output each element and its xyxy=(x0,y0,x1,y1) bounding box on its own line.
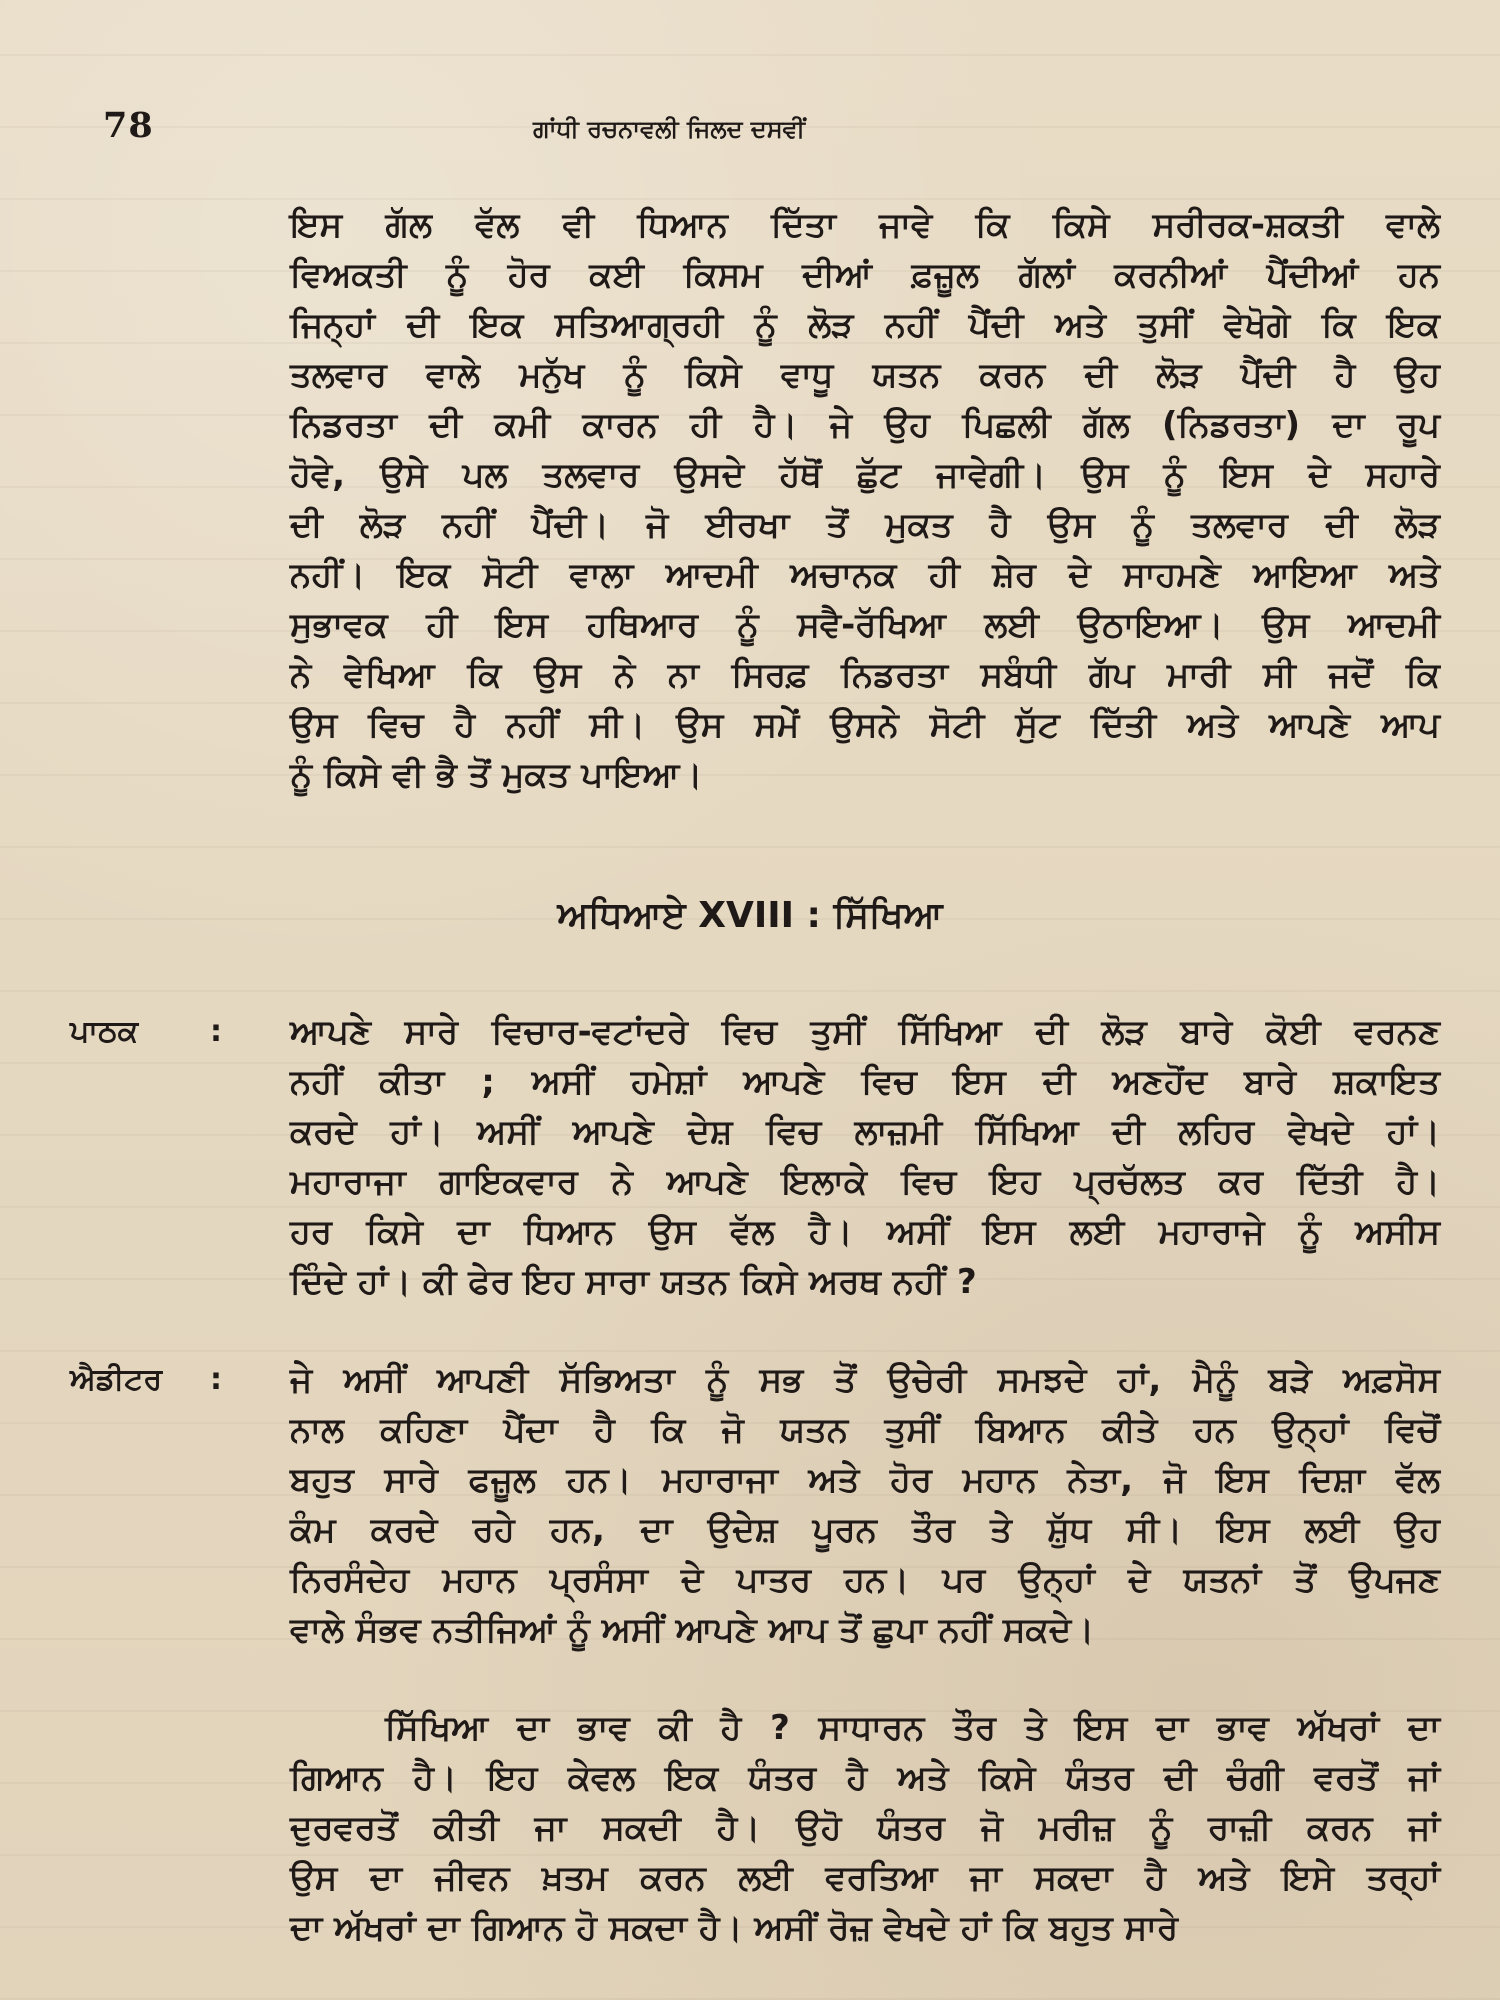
dialogue-text xyxy=(290,1007,1440,1307)
intro-line: ਦੀ ਲੋੜ ਨਹੀਂ ਪੈਂਦੀ। ਜੋ ਈਰਖਾ ਤੋਂ ਮੁਕਤ ਹੈ ਉਸ ਨੂੰ ਤਲਵਾਰ ਦੀ ਲੋੜ xyxy=(290,505,1440,545)
dialogue-line: ਨਾਲ ਕਹਿਣਾ ਪੈਂਦਾ ਹੈ ਕਿ ਜੋ ਯਤਨ ਤੁਸੀਂ ਬਿਆਨ ਕੀਤੇ ਹਨ ਉਨ੍ਹਾਂ ਵਿਚੋਂ xyxy=(290,1410,1440,1450)
intro-paragraph xyxy=(290,200,1440,800)
continuation-line: ਸਿੱਖਿਆ ਦਾ ਭਾਵ ਕੀ ਹੈ ? ਸਾਧਾਰਨ ਤੌਰ ਤੇ ਇਸ ਦਾ ਭਾਵ ਅੱਖਰਾਂ ਦਾ xyxy=(385,1708,1440,1748)
running-header: ਗਾਂਧੀ ਰਚਨਾਵਲੀ ਜਿਲਦ ਦਸਵੀਂ xyxy=(533,115,805,143)
intro-line: ਸੁਭਾਵਕ ਹੀ ਇਸ ਹਥਿਆਰ ਨੂੰ ਸਵੈ-ਰੱਖਿਆ ਲਈ ਉਠਾਇਆ। ਉਸ ਆਦਮੀ xyxy=(290,605,1440,645)
chapter-title: ਅਧਿਆਏ XVIII : ਸਿੱਖਿਆ xyxy=(557,895,943,936)
speaker-label: ਪਾਠਕ xyxy=(70,1014,139,1049)
page-header xyxy=(103,105,1442,155)
speaker-colon: : xyxy=(210,1014,222,1049)
speaker-label: ਐਡੀਟਰ xyxy=(70,1362,163,1397)
intro-line: ਨਹੀਂ। ਇਕ ਸੋਟੀ ਵਾਲਾ ਆਦਮੀ ਅਚਾਨਕ ਹੀ ਸ਼ੇਰ ਦੇ ਸਾਹਮਣੇ ਆਇਆ ਅਤੇ xyxy=(290,555,1440,595)
dialogue-line: ਆਪਣੇ ਸਾਰੇ ਵਿਚਾਰ-ਵਟਾਂਦਰੇ ਵਿਚ ਤੁਸੀਂ ਸਿੱਖਿਆ ਦੀ ਲੋੜ ਬਾਰੇ ਕੋਈ ਵਰਨਣ xyxy=(290,1012,1440,1052)
dialogue-line: ਨਹੀਂ ਕੀਤਾ ; ਅਸੀਂ ਹਮੇਸ਼ਾਂ ਆਪਣੇ ਵਿਚ ਇਸ ਦੀ ਅਣਹੋਂਦ ਬਾਰੇ ਸ਼ਕਾਇਤ xyxy=(290,1062,1440,1102)
dialogue-line: ਵਾਲੇ ਸੰਭਵ ਨਤੀਜਿਆਂ ਨੂੰ ਅਸੀਂ ਆਪਣੇ ਆਪ ਤੋਂ ਛੁਪਾ ਨਹੀਂ ਸਕਦੇ। xyxy=(290,1610,1095,1650)
intro-line: ਵਿਅਕਤੀ ਨੂੰ ਹੋਰ ਕਈ ਕਿਸਮ ਦੀਆਂ ਫ਼ਜ਼ੂਲ ਗੱਲਾਂ ਕਰਨੀਆਂ ਪੈਂਦੀਆਂ ਹਨ xyxy=(290,255,1440,295)
intro-line: ਨਿਡਰਤਾ ਦੀ ਕਮੀ ਕਾਰਨ ਹੀ ਹੈ। ਜੇ ਉਹ ਪਿਛਲੀ ਗੱਲ (ਨਿਡਰਤਾ) ਦਾ ਰੂਪ xyxy=(290,405,1440,445)
dialogue-line: ਨਿਰਸੰਦੇਹ ਮਹਾਨ ਪ੍ਰਸੰਸਾ ਦੇ ਪਾਤਰ ਹਨ। ਪਰ ਉਨ੍ਹਾਂ ਦੇ ਯਤਨਾਂ ਤੋਂ ਉਪਜਣ xyxy=(290,1560,1440,1600)
continuation-line: ਦਾ ਅੱਖਰਾਂ ਦਾ ਗਿਆਨ ਹੋ ਸਕਦਾ ਹੈ। ਅਸੀਂ ਰੋਜ਼ ਵੇਖਦੇ ਹਾਂ ਕਿ ਬਹੁਤ ਸਾਰੇ xyxy=(290,1908,1179,1948)
intro-line: ਜਿਨ੍ਹਾਂ ਦੀ ਇਕ ਸਤਿਆਗ੍ਰਹੀ ਨੂੰ ਲੋੜ ਨਹੀਂ ਪੈਂਦੀ ਅਤੇ ਤੁਸੀਂ ਵੇਖੋਗੇ ਕਿ ਇਕ xyxy=(290,305,1440,345)
dialogue-text xyxy=(290,1355,1440,1655)
dialogue-line: ਕਰਦੇ ਹਾਂ। ਅਸੀਂ ਆਪਣੇ ਦੇਸ਼ ਵਿਚ ਲਾਜ਼ਮੀ ਸਿੱਖਿਆ ਦੀ ਲਹਿਰ ਵੇਖਦੇ ਹਾਂ। xyxy=(290,1112,1440,1152)
continuation-line: ਉਸ ਦਾ ਜੀਵਨ ਖ਼ਤਮ ਕਰਨ ਲਈ ਵਰਤਿਆ ਜਾ ਸਕਦਾ ਹੈ ਅਤੇ ਇਸੇ ਤਰ੍ਹਾਂ xyxy=(290,1858,1440,1898)
intro-line: ਨੂੰ ਕਿਸੇ ਵੀ ਭੈ ਤੋਂ ਮੁਕਤ ਪਾਇਆ। xyxy=(290,755,703,795)
intro-line: ਨੇ ਵੇਖਿਆ ਕਿ ਉਸ ਨੇ ਨਾ ਸਿਰਫ਼ ਨਿਡਰਤਾ ਸਬੰਧੀ ਗੱਪ ਮਾਰੀ ਸੀ ਜਦੋਂ ਕਿ xyxy=(290,655,1440,695)
intro-line: ਇਸ ਗੱਲ ਵੱਲ ਵੀ ਧਿਆਨ ਦਿੱਤਾ ਜਾਵੇ ਕਿ ਕਿਸੇ ਸਰੀਰਕ-ਸ਼ਕਤੀ ਵਾਲੇ xyxy=(290,205,1440,245)
dialogue-line: ਬਹੁਤ ਸਾਰੇ ਫਜ਼ੂਲ ਹਨ। ਮਹਾਰਾਜਾ ਅਤੇ ਹੋਰ ਮਹਾਨ ਨੇਤਾ, ਜੋ ਇਸ ਦਿਸ਼ਾ ਵੱਲ xyxy=(290,1460,1440,1500)
dialogue-line: ਮਹਾਰਾਜਾ ਗਾਇਕਵਾਰ ਨੇ ਆਪਣੇ ਇਲਾਕੇ ਵਿਚ ਇਹ ਪ੍ਰਚੱਲਤ ਕਰ ਦਿੱਤੀ ਹੈ। xyxy=(290,1162,1440,1202)
dialogue-line: ਕੰਮ ਕਰਦੇ ਰਹੇ ਹਨ, ਦਾ ਉਦੇਸ਼ ਪੂਰਨ ਤੌਰ ਤੇ ਸ਼ੁੱਧ ਸੀ। ਇਸ ਲਈ ਉਹ xyxy=(290,1510,1440,1550)
continuation-line: ਦੁਰਵਰਤੋਂ ਕੀਤੀ ਜਾ ਸਕਦੀ ਹੈ। ਉਹੋ ਯੰਤਰ ਜੋ ਮਰੀਜ਼ ਨੂੰ ਰਾਜ਼ੀ ਕਰਨ ਜਾਂ xyxy=(290,1808,1440,1848)
dialogue-line: ਜੇ ਅਸੀਂ ਆਪਣੀ ਸੱਭਿਅਤਾ ਨੂੰ ਸਭ ਤੋਂ ਉਚੇਰੀ ਸਮਝਦੇ ਹਾਂ, ਮੈਨੂੰ ਬੜੇ ਅਫ਼ਸੋਸ xyxy=(290,1360,1440,1400)
dialogue-line: ਦਿੰਦੇ ਹਾਂ। ਕੀ ਫੇਰ ਇਹ ਸਾਰਾ ਯਤਨ ਕਿਸੇ ਅਰਥ ਨਹੀਂ ? xyxy=(290,1262,977,1302)
speaker-colon: : xyxy=(210,1362,222,1397)
page-number: 78 xyxy=(103,105,154,146)
intro-line: ਉਸ ਵਿਚ ਹੈ ਨਹੀਂ ਸੀ। ਉਸ ਸਮੇਂ ਉਸਨੇ ਸੋਟੀ ਸੁੱਟ ਦਿੱਤੀ ਅਤੇ ਆਪਣੇ ਆਪ xyxy=(290,705,1440,745)
continuation-paragraph xyxy=(290,1703,1440,1953)
continuation-line: ਗਿਆਨ ਹੈ। ਇਹ ਕੇਵਲ ਇਕ ਯੰਤਰ ਹੈ ਅਤੇ ਕਿਸੇ ਯੰਤਰ ਦੀ ਚੰਗੀ ਵਰਤੋਂ ਜਾਂ xyxy=(290,1758,1440,1798)
intro-line: ਤਲਵਾਰ ਵਾਲੇ ਮਨੁੱਖ ਨੂੰ ਕਿਸੇ ਵਾਧੂ ਯਤਨ ਕਰਨ ਦੀ ਲੋੜ ਪੈਂਦੀ ਹੈ ਉਹ xyxy=(290,355,1440,395)
intro-line: ਹੋਵੇ, ਉਸੇ ਪਲ ਤਲਵਾਰ ਉਸਦੇ ਹੱਥੋਂ ਛੁੱਟ ਜਾਵੇਗੀ। ਉਸ ਨੂੰ ਇਸ ਦੇ ਸਹਾਰੇ xyxy=(290,455,1440,495)
dialogue-line: ਹਰ ਕਿਸੇ ਦਾ ਧਿਆਨ ਉਸ ਵੱਲ ਹੈ। ਅਸੀਂ ਇਸ ਲਈ ਮਹਾਰਾਜੇ ਨੂੰ ਅਸੀਸ xyxy=(290,1212,1440,1252)
